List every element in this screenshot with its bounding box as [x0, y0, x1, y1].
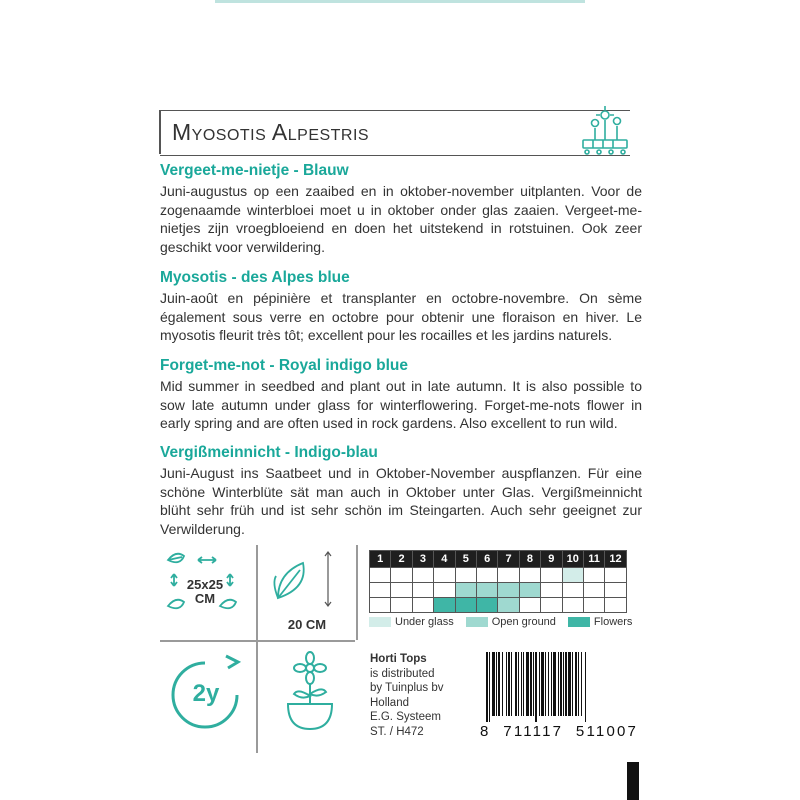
legend-swatch — [568, 617, 590, 627]
potted-flower-icon — [270, 648, 350, 738]
calendar-cell — [583, 583, 604, 598]
calendar-cell — [583, 598, 604, 613]
section-german — [160, 444, 642, 538]
grid-divider-vertical — [256, 545, 258, 753]
section-heading: Vergeet-me-nietje - Blauw — [160, 162, 349, 179]
side-marker-bar — [627, 762, 639, 800]
calendar-cell — [519, 598, 540, 613]
calendar-month-6: 6 — [476, 551, 497, 568]
legend-label: Under glass — [395, 616, 454, 628]
sowing-calendar — [369, 550, 627, 613]
distributor-line: ST. / H472 — [370, 725, 424, 738]
section-heading: Vergißmeinnicht - Indigo-blau — [160, 444, 378, 461]
legend-item-under_glass — [369, 616, 454, 628]
section-body: Juin-août en pépinière et transplanter en octobre-novembre. On sème également sous verre en octobre pour obtenir une floraison en hiver. Le myosotis fleurit très tôt; excellent pour les rocailles et les jardins naturels. — [160, 290, 642, 343]
section-body: Juni-augustus op een zaaibed en in oktober-november uitplanten. Voor de zogenaamde winterbloei moet u in oktober onder glas zaaien. Vergeet-me-nietjes zijn vroegbloeiend en doen het uitstekend in rotstuinen. Ook zeer geschikt voor verwildering. — [160, 183, 642, 255]
calendar-month-8: 8 — [519, 551, 540, 568]
calendar-cell — [434, 598, 455, 613]
page-title: Myosotis Alpestris — [172, 119, 370, 145]
spacing-label: 25x25 CM — [186, 577, 224, 606]
legend-label: Flowers — [593, 616, 633, 628]
lifecycle-label: 2y — [192, 680, 220, 707]
legend-swatch — [369, 617, 391, 627]
distributor-info — [370, 652, 444, 739]
section-body: Mid summer in seedbed and plant out in late autumn. It is also possible to sow late autumn under glass for winterflowering. Forget-me-nots flower in early spring and are often used in rock gardens. Also excellent to run wild. — [160, 378, 642, 431]
calendar-cell — [562, 598, 583, 613]
calendar-cell — [498, 568, 519, 583]
calendar-cell — [455, 568, 476, 583]
calendar-cell — [562, 583, 583, 598]
calendar-cell — [541, 583, 562, 598]
calendar-month-5: 5 — [455, 551, 476, 568]
calendar-cell — [519, 583, 540, 598]
calendar-cell — [391, 583, 412, 598]
brand-name: Horti Tops — [370, 653, 427, 665]
calendar-cell — [476, 598, 497, 613]
title-box — [160, 110, 630, 156]
calendar-month-12: 12 — [605, 551, 626, 568]
seedling-tray-icon — [575, 100, 635, 160]
calendar-cell — [605, 598, 626, 613]
calendar-month-4: 4 — [434, 551, 455, 568]
distributor-line: Holland — [370, 696, 409, 709]
calendar-cell — [370, 568, 391, 583]
calendar-cell — [455, 598, 476, 613]
calendar-month-3: 3 — [412, 551, 433, 568]
calendar-cell — [412, 568, 433, 583]
grid-divider-vertical-right — [356, 545, 358, 640]
calendar-cell — [434, 568, 455, 583]
calendar-cell — [434, 583, 455, 598]
sowing-depth-icon — [268, 548, 348, 618]
section-heading: Forget-me-not - Royal indigo blue — [160, 357, 408, 374]
legend-item-open_ground — [466, 616, 556, 628]
section-body: Juni-August ins Saatbeet und in Oktober-November auspflanzen. Für eine schöne Winterblüte sät man auch in Oktober unter Glas. Vergißmeinnicht blüht sehr früh und ist sehr schön im Steingarten. Auch sehr geeignet zur Verwilderung. — [160, 465, 642, 537]
calendar-cell — [476, 583, 497, 598]
calendar-cell — [412, 598, 433, 613]
distributor-line: is distributed — [370, 667, 435, 680]
calendar-cell — [541, 598, 562, 613]
calendar-cell — [370, 598, 391, 613]
calendar-cell — [412, 583, 433, 598]
calendar-cell — [370, 583, 391, 598]
calendar-cell — [498, 598, 519, 613]
calendar-month-9: 9 — [541, 551, 562, 568]
barcode — [486, 652, 632, 722]
calendar-cell — [583, 568, 604, 583]
calendar-month-10: 10 — [562, 551, 583, 568]
calendar-month-2: 2 — [391, 551, 412, 568]
calendar-cell — [391, 598, 412, 613]
calendar-month-11: 11 — [583, 551, 604, 568]
calendar-cell — [562, 568, 583, 583]
grid-divider-horizontal — [160, 640, 355, 642]
calendar-cell — [455, 583, 476, 598]
calendar-cell — [391, 568, 412, 583]
calendar-month-7: 7 — [498, 551, 519, 568]
section-dutch — [160, 162, 642, 256]
distributor-line: by Tuinplus bv — [370, 682, 444, 694]
legend-item-flowers — [568, 616, 633, 628]
calendar-cell — [519, 568, 540, 583]
calendar-cell — [476, 568, 497, 583]
calendar-cell — [605, 583, 626, 598]
section-english — [160, 357, 642, 433]
depth-label: 20 CM — [287, 617, 327, 632]
barcode-number: 8 711117 511007 — [480, 723, 639, 740]
legend-label: Open ground — [491, 616, 556, 628]
calendar-legend — [369, 616, 644, 628]
legend-swatch — [466, 617, 488, 627]
calendar-month-1: 1 — [370, 551, 391, 568]
calendar-cell — [541, 568, 562, 583]
calendar-cell — [605, 568, 626, 583]
section-french — [160, 269, 642, 345]
section-heading: Myosotis - des Alpes blue — [160, 269, 350, 286]
distributor-line: E.G. Systeem — [370, 711, 441, 723]
calendar-cell — [498, 583, 519, 598]
top-border-line — [215, 0, 585, 3]
